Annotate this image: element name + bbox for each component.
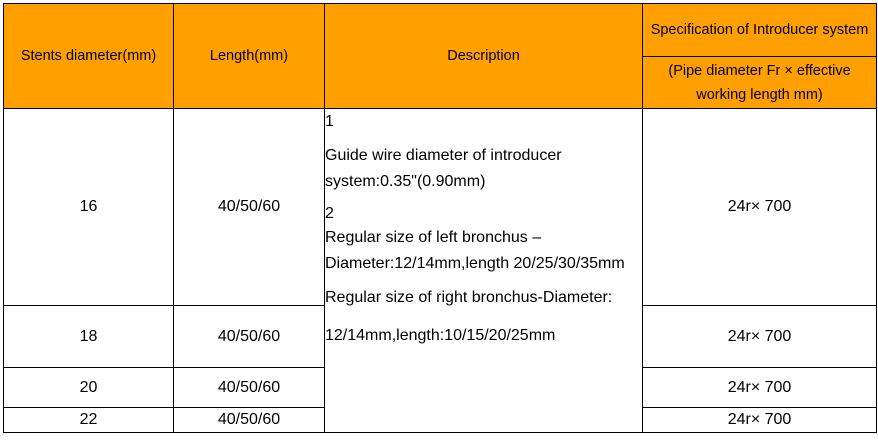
cell-diameter: 22	[4, 408, 174, 433]
cell-spec: 24r× 700	[643, 368, 877, 408]
table-row	[4, 109, 877, 306]
cell-length: 40/50/60	[174, 306, 325, 368]
description-number-2: 2	[325, 205, 334, 222]
header-length: Length(mm)	[174, 4, 325, 109]
description-left-bronchus: Regular size of left bronchus – Diameter:12/14mm,length 20/25/30/35mm	[325, 229, 625, 272]
description-number-1: 1	[325, 113, 334, 130]
description-right-bronchus: Regular size of right bronchus-Diameter:	[325, 289, 613, 306]
specification-table	[3, 3, 877, 433]
cell-description	[325, 109, 643, 433]
cell-spec: 24r× 700	[643, 408, 877, 433]
description-guide-wire: Guide wire diameter of introducer system:0.35"(0.90mm)	[325, 147, 562, 190]
header-stents-diameter: Stents diameter(mm)	[4, 4, 174, 109]
cell-diameter: 16	[4, 109, 174, 306]
cell-length: 40/50/60	[174, 368, 325, 408]
cell-length: 40/50/60	[174, 408, 325, 433]
cell-spec: 24r× 700	[643, 109, 877, 306]
cell-diameter: 20	[4, 368, 174, 408]
header-spec-title: Specification of Introducer system	[643, 4, 877, 57]
cell-spec: 24r× 700	[643, 306, 877, 368]
cell-diameter: 18	[4, 306, 174, 368]
cell-length: 40/50/60	[174, 109, 325, 306]
header-spec-subtitle: (Pipe diameter Fr × effective working length mm)	[643, 57, 877, 109]
description-right-bronchus-size: 12/14mm,length:10/15/20/25mm	[325, 327, 556, 344]
header-description: Description	[325, 4, 643, 109]
